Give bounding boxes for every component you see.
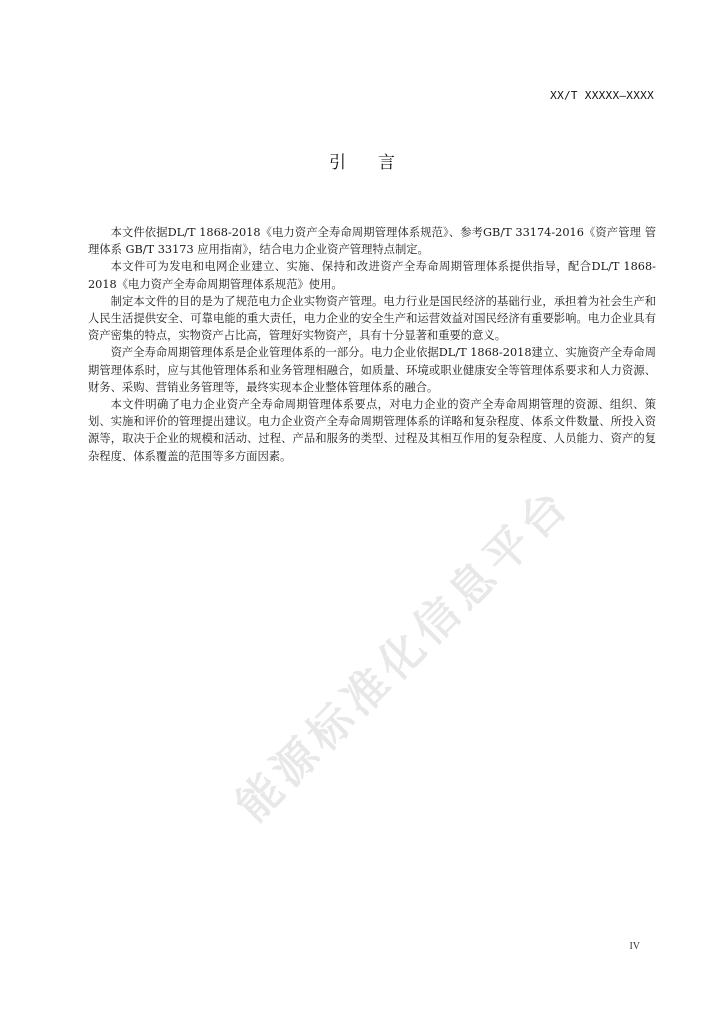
paragraph-4: 资产全寿命周期管理体系是企业管理体系的一部分。电力企业依据DL/T 1868-2018建立、实施资产全寿命周期管理体系时，应与其他管理体系和业务管理相融合，如质量、环境或职业健康安全等管理体系要求和人力资源、财务、采购、营销业务管理等，最终实现本企业整体管理体系的融合。 (88, 346, 656, 394)
introduction-body (88, 224, 656, 465)
paragraph-5: 本文件明确了电力企业资产全寿命周期管理体系要点，对电力企业的资产全寿命周期管理的资源、组织、策划、实施和评价的管理提出建议。电力企业资产全寿命周期管理体系的详略和复杂程度、体系文件数量、所投入资源等，取决于企业的规模和活动、过程、产品和服务的类型、过程及其相互作用的复杂程度、人员能力、资产的复杂程度、体系覆盖的范围等多方面因素。 (88, 398, 656, 463)
watermark: 能源标准化信息平台 (226, 477, 581, 832)
paragraph-1: 本文件依据DL/T 1868-2018《电力资产全寿命周期管理体系规范》、参考GB/T 33174-2016《资产管理 管理体系 GB/T 33173 应用指南》，结合电力企业资产管理特点制定。 (88, 226, 656, 257)
page-number: IV (629, 941, 640, 952)
paragraph-3: 制定本文件的目的是为了规范电力企业实物资产管理。电力行业是国民经济的基础行业，承担着为社会生产和人民生活提供安全、可靠电能的重大责任，电力企业的安全生产和运营效益对国民经济有重要影响。电力企业具有资产密集的特点，实物资产占比高，管理好实物资产，具有十分显著和重要的意义。 (88, 294, 656, 343)
page-title: 引言 (329, 153, 427, 173)
document-code: XX/T XXXXX—XXXX (550, 89, 654, 102)
paragraph-2: 本文件可为发电和电网企业建立、实施、保持和改进资产全寿命周期管理体系提供指导，配合DL/T 1868-2018《电力资产全寿命周期管理体系规范》使用。 (88, 260, 656, 291)
